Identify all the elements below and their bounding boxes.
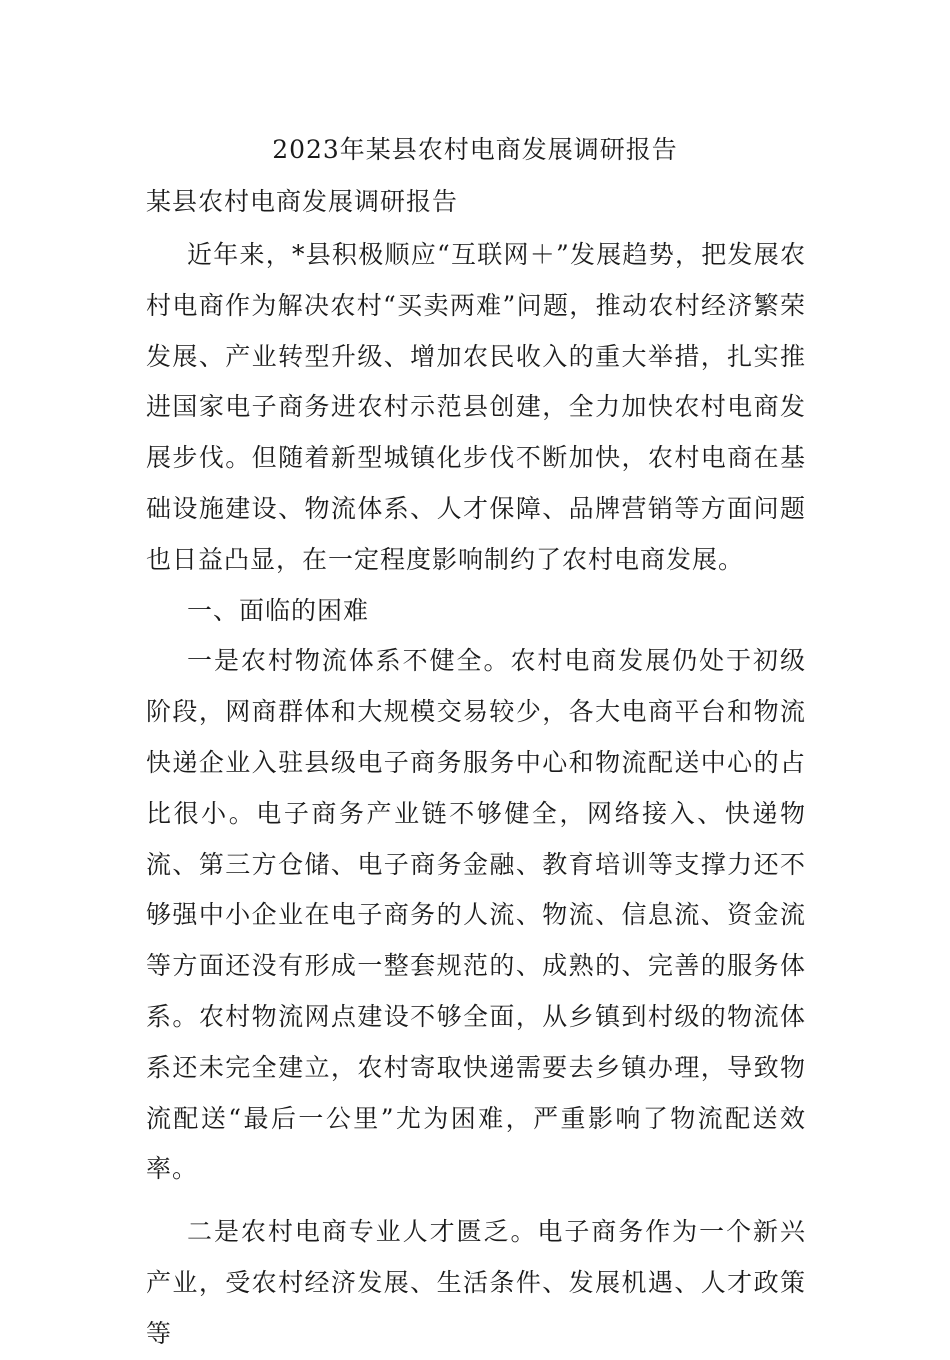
document-body xyxy=(146,230,806,1360)
paragraph-intro: 近年来，*县积极顺应“互联网＋”发展趋势，把发展农村电商作为解决农村“买卖两难”问题，推动农村经济繁荣发展、产业转型升级、增加农民收入的重大举措，扎实推进国家电子商务进农村示范县创建，全力加快农村电商发展步伐。但随着新型城镇化步伐不断加快，农村电商在基础设施建设、物流体系、人才保障、品牌营销等方面问题也日益凸显，在一定程度影响制约了农村电商发展。 xyxy=(146,240,806,574)
document-title: 2023年某县农村电商发展调研报告 xyxy=(272,135,678,164)
section-heading-difficulties: 一、面临的困难 xyxy=(187,595,370,625)
paragraph-logistics: 一是农村物流体系不健全。农村电商发展仍处于初级阶段，网商群体和大规模交易较少，各大电商平台和物流快递企业入驻县级电子商务服务中心和物流配送中心的占比很小。电子商务产业链不够健全，网络接入、快递物流、第三方仓储、电子商务金融、教育培训等支撑力还不够强中小企业在电子商务的人流、物流、信息流、资金流等方面还没有形成一整套规范的、成熟的、完善的服务体系。农村物流网点建设不够全面，从乡镇到村级的物流体系还未完全建立，农村寄取快递需要去乡镇办理，导致物流配送“最后一公里”尤为困难，严重影响了物流配送效率。 xyxy=(146,646,806,1184)
document-subtitle: 某县农村电商发展调研报告 xyxy=(146,187,459,216)
paragraph-talent: 二是农村电商专业人才匮乏。电子商务作为一个新兴产业，受农村经济发展、生活条件、发展机遇、人才政策等 xyxy=(146,1217,806,1348)
